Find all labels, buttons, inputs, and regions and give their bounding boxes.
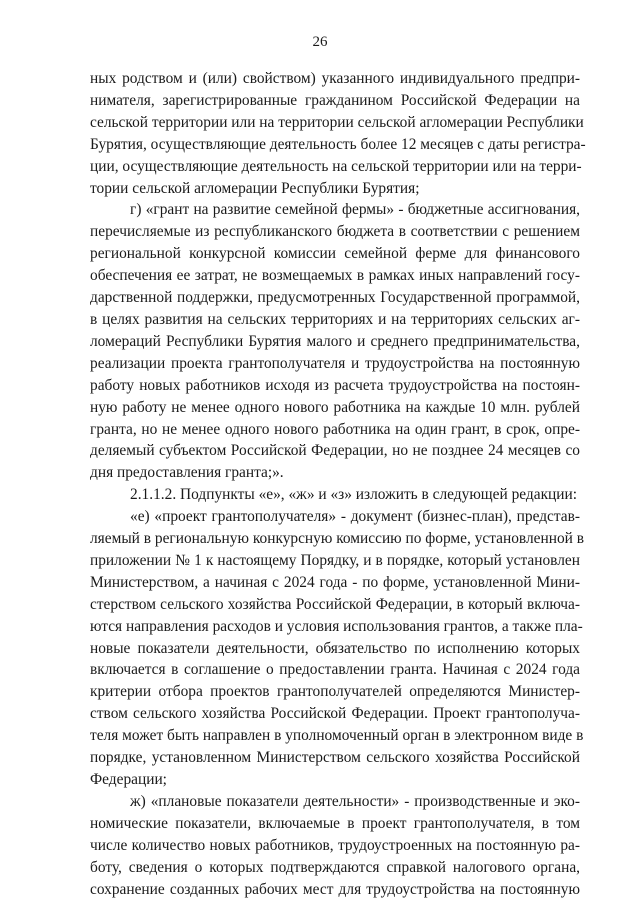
- text-line: тории сельской агломерации Республики Бурятия;: [90, 179, 420, 197]
- text-line: номические показатели, включаемые в проект грантополучателя, в том: [90, 814, 580, 832]
- text-line: стерством сельского хозяйства Российской Федерации, в который включа-: [90, 595, 580, 613]
- text-line: включается в соглашение о предоставлении гранта. Начиная с 2024 года: [90, 661, 580, 679]
- text-line: дарственной поддержки, предусмотренных Государственной программой,: [90, 289, 580, 307]
- text-line: ством сельского хозяйства Российской Федерации. Проект грантополуча-: [90, 705, 580, 723]
- text-line: боту, сведения о которых подтверждаются справкой налогового органа,: [90, 858, 580, 876]
- text-line: сохранение созданных рабочих мест для трудоустройства на постоянную: [90, 880, 580, 898]
- text-line: приложении № 1 к настоящему Порядку, и в порядке, который установлен: [90, 551, 580, 569]
- text-line: дня предоставления гранта;».: [90, 464, 284, 482]
- text-line: критерии отбора проектов грантополучателей определяются Министер-: [90, 683, 580, 701]
- text-line: Федерации;: [90, 771, 167, 788]
- text-line: ции, осуществляющие деятельность на сельской территории или на терри-: [90, 157, 582, 175]
- text-line: «е) «проект грантополучателя» - документ (бизнес-план), представ-: [130, 508, 580, 526]
- text-line: г) «грант на развитие семейной фермы» - бюджетные ассигнования,: [130, 201, 580, 219]
- text-line: новые показатели деятельности, обязательство по исполнению которых: [90, 639, 580, 657]
- text-line: Бурятия, осуществляющие деятельность более 12 месяцев с даты регистра-: [90, 135, 586, 153]
- document-body: [90, 68, 586, 900]
- text-line: деляемый субъектом Российской Федерации, но не позднее 24 месяцев со: [90, 442, 580, 460]
- text-line: ломераций Республики Бурятия малого и среднего предпринимательства,: [90, 332, 580, 350]
- text-line: региональной конкурсной комиссии семейной ферме для финансового: [90, 245, 580, 263]
- text-line: обеспечения ее затрат, не возмещаемых в рамках иных направлений госу-: [90, 267, 580, 285]
- text-line: ляемый в региональную конкурсную комиссию по форме, установленной в: [90, 530, 584, 548]
- text-line: порядке, установленном Министерством сельского хозяйства Российской: [90, 749, 580, 767]
- text-line: реализации проекта грантополучателя и трудоустройства на постоянную: [90, 354, 580, 372]
- text-line: числе количество новых работников, трудоустроенных на постоянную ра-: [90, 836, 580, 854]
- text-line: работу новых работников исходя из расчета трудоустройства на постоян-: [90, 376, 580, 394]
- text-line: гранта, но не менее одного нового работника на один грант, в срок, опре-: [90, 420, 580, 438]
- text-line: ную работу не менее одного нового работника на каждые 10 млн. рублей: [90, 398, 580, 416]
- text-line: Министерством, а начиная с 2024 года - по форме, установленной Мини-: [90, 573, 580, 591]
- text-line: сельской территории или на территории сельской агломерации Республики: [90, 113, 584, 131]
- text-line: теля может быть направлен в уполномоченный орган в электронном виде в: [90, 727, 584, 745]
- text-line: ются направления расходов и условия использования грантов, а также пла-: [90, 617, 583, 635]
- text-line: в целях развития на сельских территориях и на территориях сельских аг-: [90, 310, 580, 328]
- text-line: 2.1.1.2. Подпункты «е», «ж» и «з» изложить в следующей редакции:: [130, 486, 578, 504]
- text-line: нимателя, зарегистрированные гражданином Российской Федерации на: [90, 91, 580, 109]
- text-line: ных родством и (или) свойством) указанного индивидуального предпри-: [90, 70, 580, 87]
- text-line: ж) «плановые показатели деятельности» - производственные и эко-: [130, 792, 580, 810]
- text-line: перечисляемые из республиканского бюджета в соответствии с решением: [90, 223, 580, 241]
- page-number: 26: [312, 34, 328, 50]
